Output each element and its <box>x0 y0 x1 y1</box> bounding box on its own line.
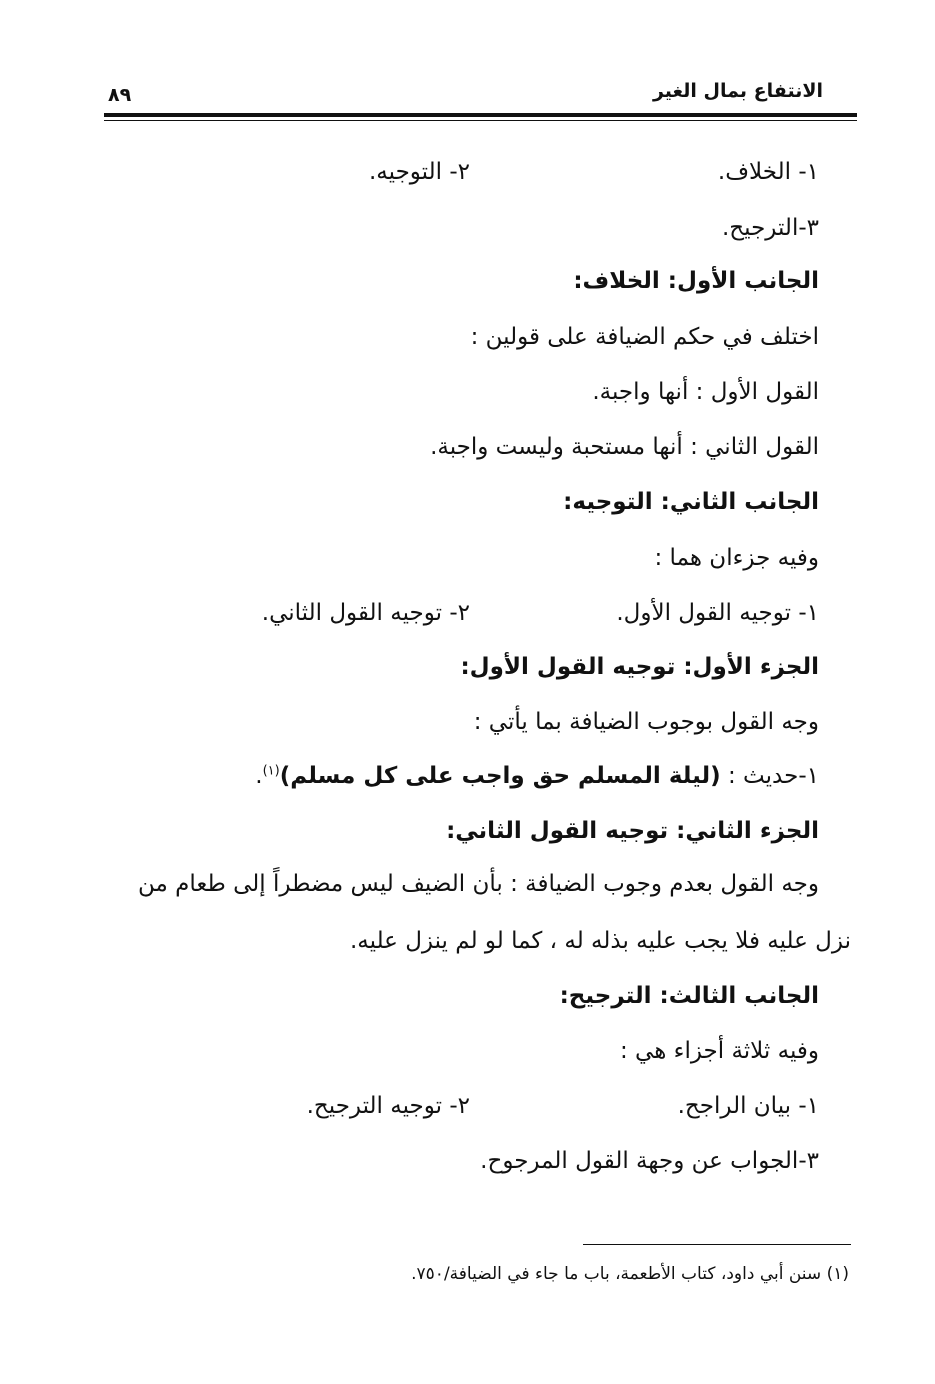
list-item-tawjih: ٢- التوجيه. <box>369 159 470 185</box>
paragraph-line: نزل عليه فلا يجب عليه بذله له ، كما لو لم ينزل عليه. <box>349 928 851 954</box>
paragraph-line: وجه القول بعدم وجوب الضيافة : بأن الضيف ليس مضطراً إلى طعام من <box>138 871 819 897</box>
hadith-line <box>255 760 819 792</box>
section-heading-2: الجانب الثاني: التوجيه: <box>563 489 819 515</box>
page-number: ٨٩ <box>108 84 132 106</box>
list-item: ٢- توجيه القول الثاني. <box>261 600 470 626</box>
list-item: ١- توجيه القول الأول. <box>616 600 819 626</box>
section-heading-1: الجانب الأول: الخلاف: <box>573 268 819 294</box>
sentence-end: . <box>255 763 263 789</box>
subsection-heading-1: الجزء الأول: توجيه القول الأول: <box>460 654 819 680</box>
paragraph-line: القول الثاني : أنها مستحبة وليست واجبة. <box>430 434 819 460</box>
list-item: ٢- توجيه الترجيح. <box>306 1093 470 1119</box>
hadith-prefix: ١-حديث : <box>728 763 819 789</box>
section-heading-3: الجانب الثالث: الترجيح: <box>559 983 819 1009</box>
list-item: ٣-الجواب عن وجهة القول المرجوح. <box>480 1148 819 1174</box>
subsection-heading-2: الجزء الثاني: توجيه القول الثاني: <box>446 818 819 844</box>
footnote-reference: (١) <box>262 763 280 779</box>
running-header-title: الانتفاع بمال الغير <box>652 80 823 102</box>
list-item-khilaf: ١- الخلاف. <box>717 159 819 185</box>
paragraph-line: وجه القول بوجوب الضيافة بما يأتي : <box>473 709 819 735</box>
header-rule-thin <box>104 120 857 121</box>
paragraph-line: اختلف في حكم الضيافة على قولين : <box>470 324 819 350</box>
paragraph-line: القول الأول : أنها واجبة. <box>592 379 819 405</box>
paragraph-line: وفيه جزءان هما : <box>654 545 819 571</box>
paragraph-line: وفيه ثلاثة أجزاء هي : <box>619 1038 819 1064</box>
list-item-tarjih: ٣-الترجيح. <box>721 215 819 241</box>
header-rule-thick <box>104 113 857 117</box>
footnote: (١) سنن أبي داود، كتاب الأطعمة، باب ما جاء في الضيافة/٧٥٠. <box>411 1264 849 1284</box>
footnote-separator <box>583 1244 851 1245</box>
hadith-quote: (ليلة المسلم حق واجب على كل مسلم) <box>279 763 721 789</box>
list-item: ١- بيان الراجح. <box>677 1093 819 1119</box>
